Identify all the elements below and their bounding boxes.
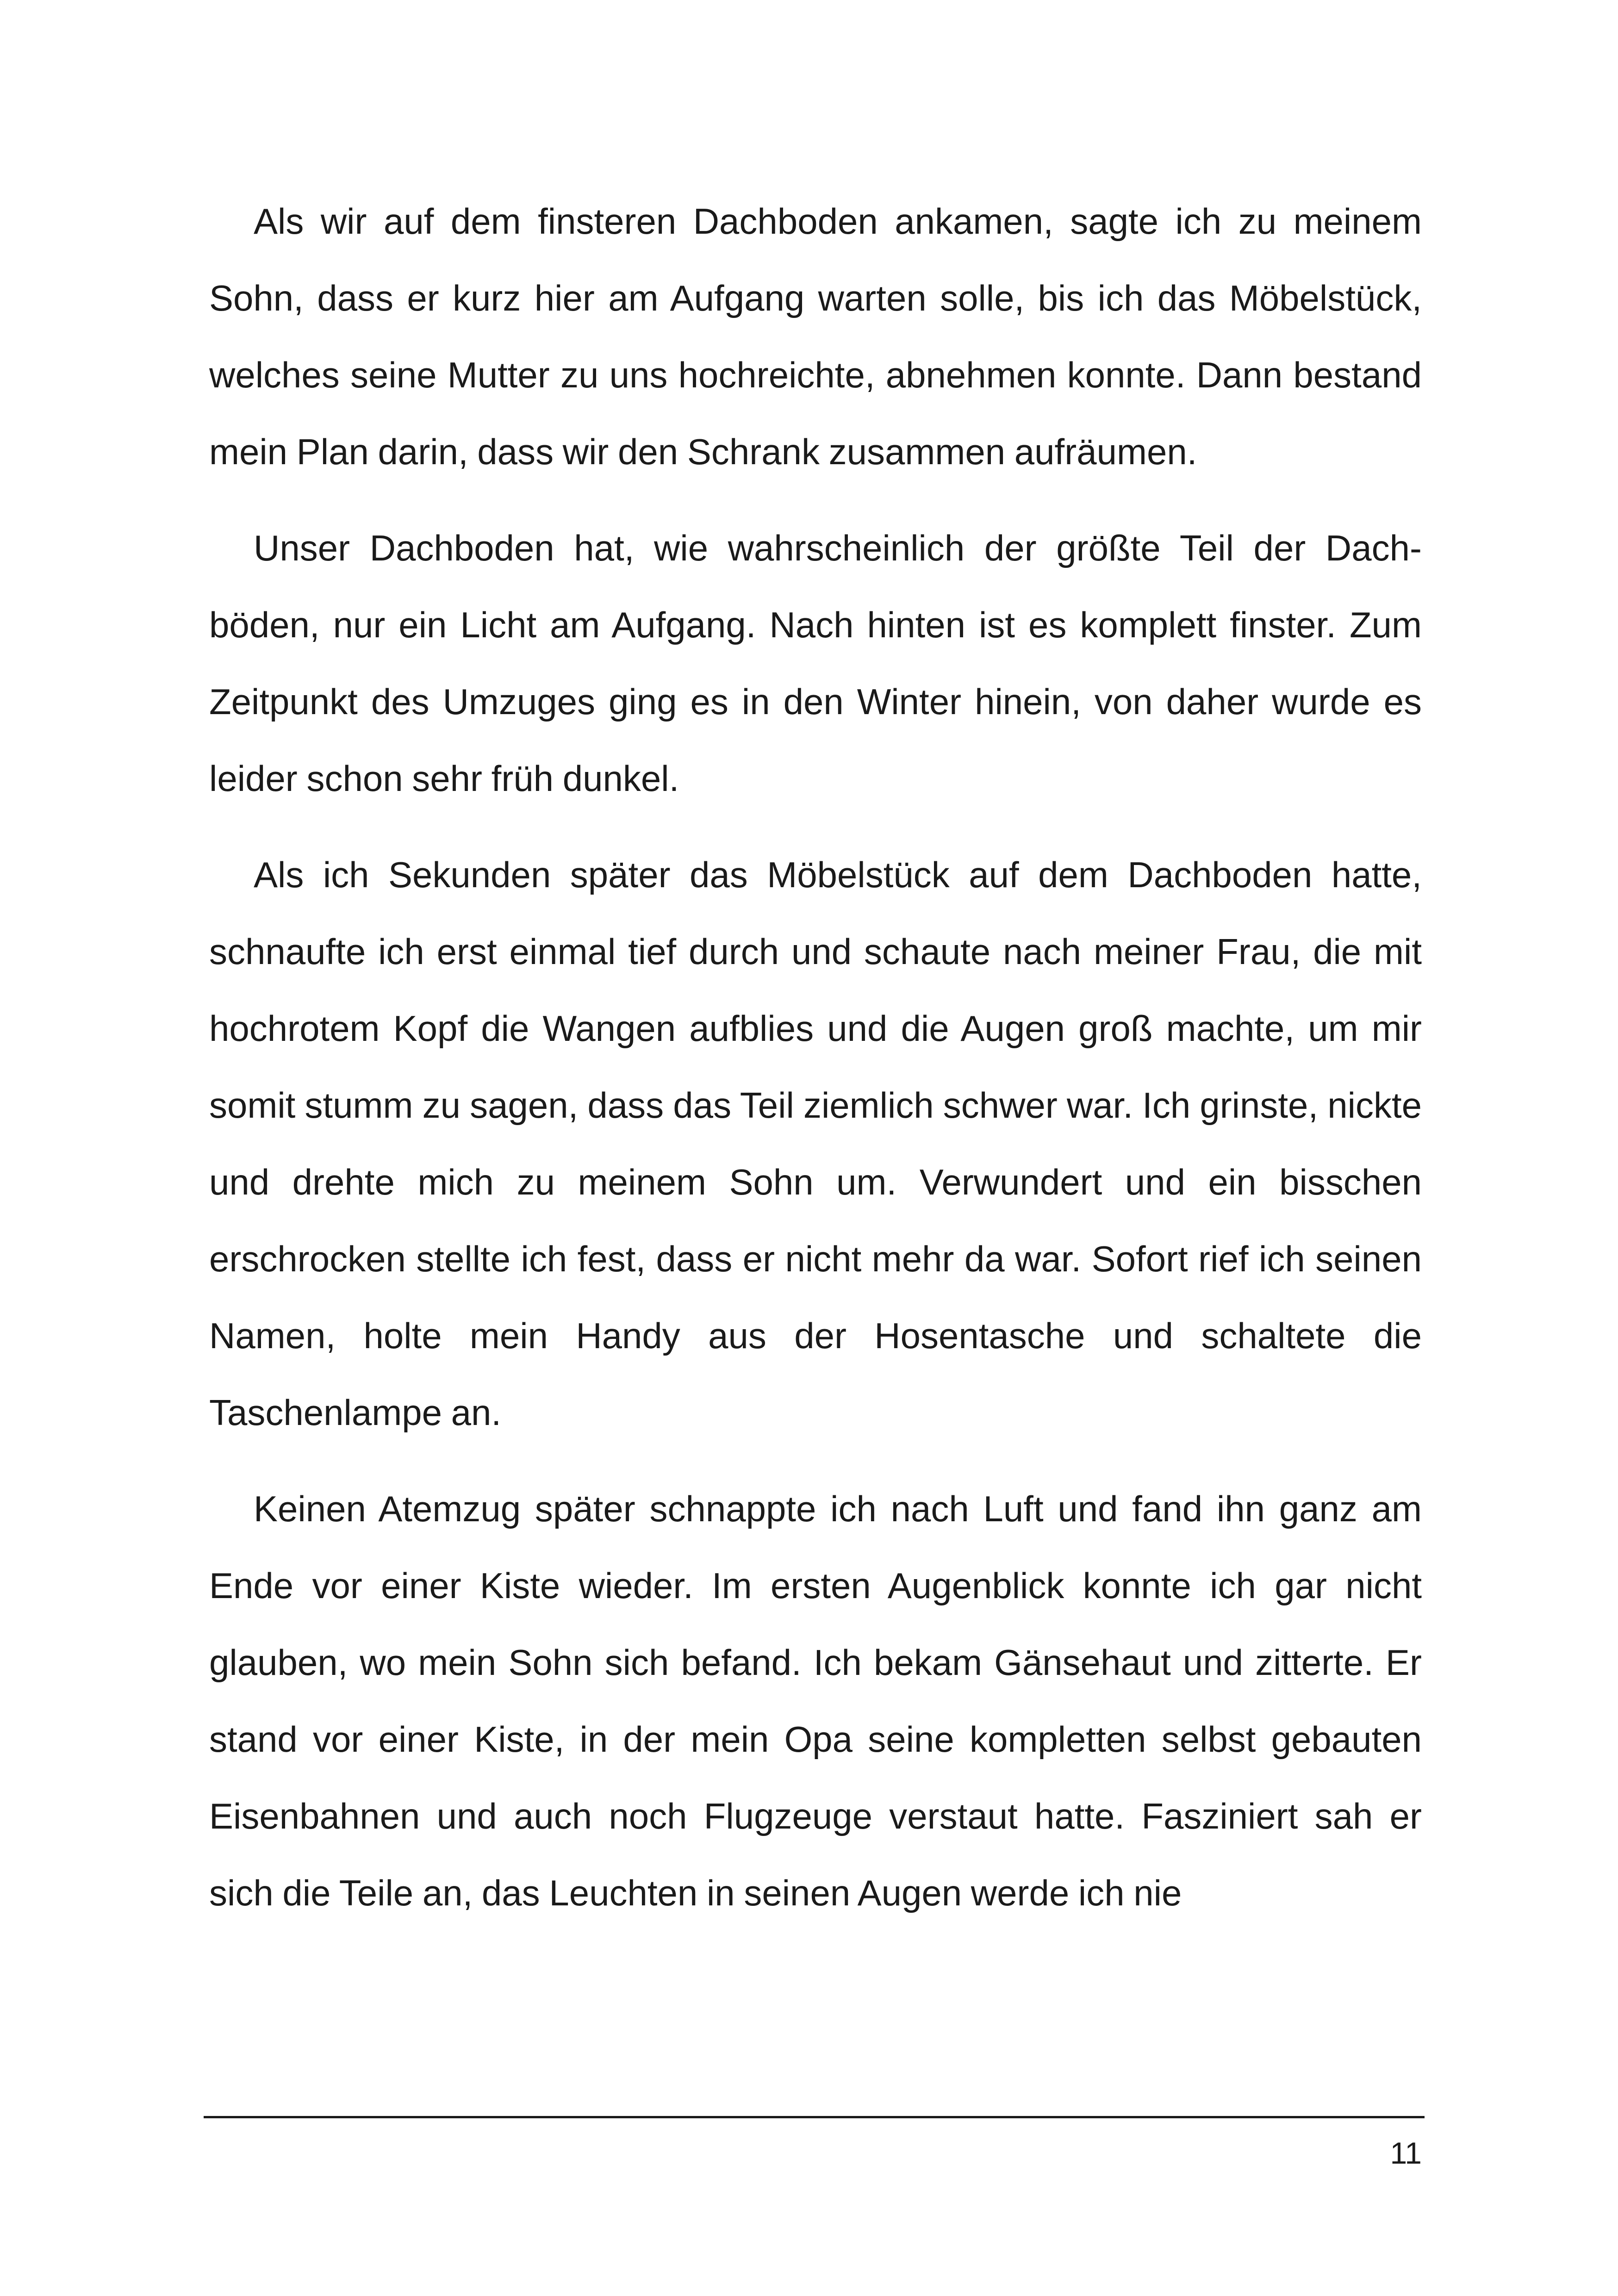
paragraph-1: Als wir auf dem finsteren Dachboden ankamen, sagte ich zu meinem Sohn, dass er kurz hier am Aufgang warten solle, bis ich das Möbelstück, welches seine Mutter zu uns hochreichte, abnehmen konnte. Dann bestand mein Plan darin, dass wir den Schrank zusammen aufräumen. — [209, 201, 1422, 472]
body-text — [209, 183, 1422, 1951]
paragraph-2: Unser Dachboden hat, wie wahrscheinlich der größte Teil der Dachböden, nur ein Licht am Aufgang. Nach hinten ist es komplett finster. Zum Zeitpunkt des Umzuges ging es in den Winter hinein, von daher wurde es leider schon sehr früh dunkel. — [209, 528, 1422, 799]
footer-divider — [204, 2116, 1425, 2118]
page-number: 11 — [1390, 2136, 1422, 2170]
paragraph-4: Keinen Atemzug später schnappte ich nach Luft und fand ihn ganz am Ende vor einer Kiste wieder. Im ersten Augenblick konnte ich gar nicht glauben, wo mein Sohn sich befand. Ich bekam Gänsehaut und zitterte. Er stand vor einer Kiste, in der mein Opa seine kompletten selbst gebauten Eisenbahnen und auch noch Flugzeuge verstaut hatte. Fasziniert sah er sich die Teile an, das Leuchten in seinen Augen werde ich nie — [209, 1488, 1422, 1913]
paragraph-3: Als ich Sekunden später das Möbelstück auf dem Dachboden hatte, schnaufte ich erst einmal tief durch und schaute nach meiner Frau, die mit hochrotem Kopf die Wangen aufblies und die Augen groß machte, um mir somit stumm zu sagen, dass das Teil ziemlich schwer war. Ich grinste, nickte und drehte mich zu meinem Sohn um. Verwundert und ein bisschen erschrocken stellte ich fest, dass er nicht mehr da war. Sofort rief ich seinen Namen, holte mein Handy aus der Hosentasche und schaltete die Taschenlampe an. — [209, 854, 1422, 1433]
